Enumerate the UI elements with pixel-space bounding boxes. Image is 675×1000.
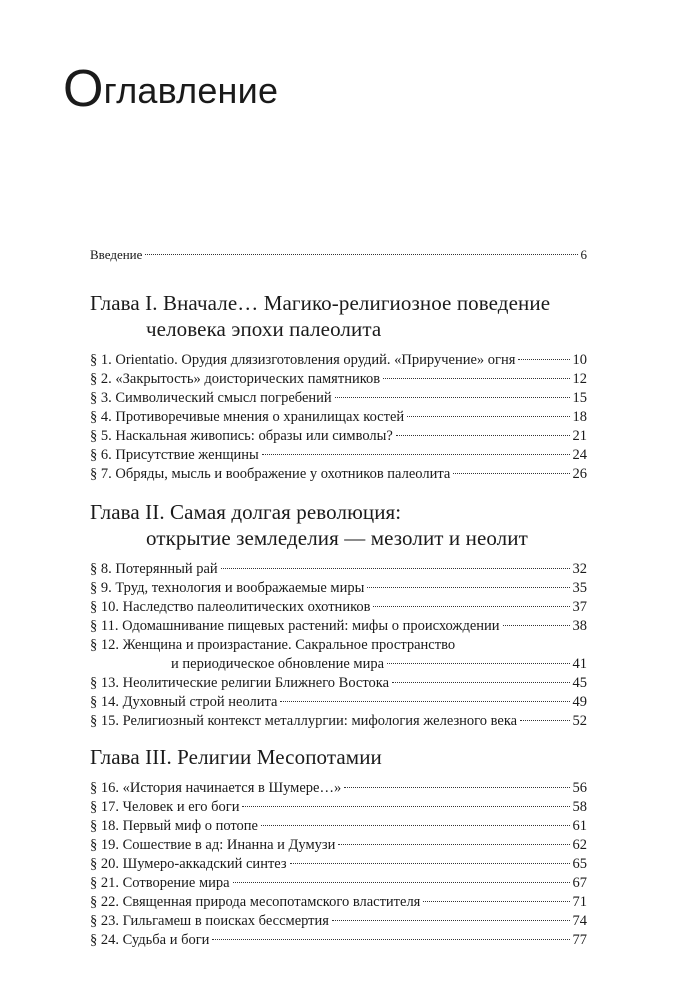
toc-entry-page: 67 xyxy=(572,875,587,891)
dot-leader xyxy=(367,587,569,588)
dot-leader xyxy=(261,825,570,826)
toc-entry-page: 26 xyxy=(572,466,587,482)
toc-entry-label: § 17. Человек и его боги xyxy=(90,799,240,815)
toc-entry-page: 62 xyxy=(572,837,587,853)
toc-entry[interactable] xyxy=(90,408,587,426)
toc-entry-page: 61 xyxy=(572,818,587,834)
toc-entry-label: Введение xyxy=(90,247,143,262)
toc-entry-label: § 13. Неолитические религии Ближнего Востока xyxy=(90,675,390,691)
dot-leader xyxy=(373,606,569,607)
chapter-1-title: Глава I. Вначале… Магико-религиозное поведение xyxy=(90,291,551,315)
chapter-2-subtitle: открытие земледелия — мезолит и неолит xyxy=(146,526,528,550)
toc-entry-label: § 1. Orientatio. Орудия длязизготовления орудий. «Приручение» огня xyxy=(90,352,516,368)
toc-entry-page: 21 xyxy=(572,428,587,444)
dot-leader xyxy=(387,663,569,664)
toc-entry-page: 71 xyxy=(572,894,587,910)
dot-leader xyxy=(221,568,570,569)
toc-entry-intro[interactable] xyxy=(90,246,587,264)
toc-entry[interactable] xyxy=(90,617,587,635)
toc-entry-page: 35 xyxy=(572,580,587,596)
toc-entry[interactable] xyxy=(90,817,587,835)
toc-entry-label: § 15. Религиозный контекст металлургии: мифология железного века xyxy=(90,713,518,729)
toc-entry[interactable] xyxy=(90,912,587,930)
toc-entry-label: § 22. Священная природа месопотамского властителя xyxy=(90,894,421,910)
dot-leader xyxy=(520,720,569,721)
toc-entry-page: 10 xyxy=(572,352,587,368)
dot-leader xyxy=(233,882,570,883)
toc-entry-page: 6 xyxy=(580,247,587,262)
toc-entry[interactable] xyxy=(90,712,587,730)
toc-entry[interactable] xyxy=(90,389,587,407)
toc-entry[interactable] xyxy=(90,874,587,892)
title-rest: главление xyxy=(103,70,279,111)
toc-entry-page: 77 xyxy=(572,932,587,948)
chapter-1-subtitle: человека эпохи палеолита xyxy=(146,317,382,341)
toc-entry-label: § 8. Потерянный рай xyxy=(90,561,218,577)
toc-entry[interactable] xyxy=(90,779,587,797)
toc-entry-label: § 16. «История начинается в Шумере…» xyxy=(90,780,342,796)
toc-entry[interactable] xyxy=(90,798,587,816)
toc-entry-label: § 20. Шумеро-аккадский синтез xyxy=(90,856,287,872)
toc-entry-page: 45 xyxy=(572,675,587,691)
toc-entry-page: 65 xyxy=(572,856,587,872)
dot-leader xyxy=(280,701,569,702)
toc-entry[interactable] xyxy=(90,674,587,692)
dot-leader xyxy=(290,863,570,864)
dot-leader xyxy=(332,920,570,921)
toc-entry[interactable] xyxy=(90,560,587,578)
dot-leader xyxy=(503,625,570,626)
dot-leader xyxy=(338,844,569,845)
dot-leader xyxy=(242,806,569,807)
toc-entry[interactable] xyxy=(90,836,587,854)
toc-entry-page: 32 xyxy=(572,561,587,577)
toc-entry-label: § 12. Женщина и произрастание. Сакральное пространство xyxy=(90,637,456,653)
toc-entry-page: 49 xyxy=(572,694,587,710)
toc-entry-page: 58 xyxy=(572,799,587,815)
toc-entry-label: § 9. Труд, технология и воображаемые миры xyxy=(90,580,365,596)
title-initial: О xyxy=(63,60,104,118)
toc-entry-label: § 19. Сошествие в ад: Инанна и Думузи xyxy=(90,837,336,853)
toc-entry-label: § 10. Наследство палеолитических охотников xyxy=(90,599,371,615)
dot-leader xyxy=(392,682,569,683)
toc-entry-label: § 11. Одомашнивание пищевых растений: мифы о происхождении xyxy=(90,618,500,634)
dot-leader xyxy=(383,378,569,379)
toc-entry[interactable] xyxy=(90,931,587,949)
toc-entry-page: 56 xyxy=(572,780,587,796)
dot-leader xyxy=(407,416,569,417)
dot-leader xyxy=(518,359,569,360)
toc-entry-page: 12 xyxy=(572,371,587,387)
toc-entry-page: 18 xyxy=(572,409,587,425)
toc-entry[interactable] xyxy=(90,465,587,483)
toc-entry-page: 38 xyxy=(572,618,587,634)
dot-leader xyxy=(344,787,569,788)
toc-entry-label: § 3. Символический смысл погребений xyxy=(90,390,332,406)
toc-entry-label: и периодическое обновление мира xyxy=(171,656,385,672)
toc-entry-label: § 23. Гильгамеш в поисках бессмертия xyxy=(90,913,329,929)
toc-entry-label: § 2. «Закрытость» доисторических памятников xyxy=(90,371,381,387)
toc-entry[interactable] xyxy=(90,446,587,464)
toc-entry-label: § 18. Первый миф о потопе xyxy=(90,818,258,834)
toc-entry[interactable] xyxy=(90,598,587,616)
chapter-2-title: Глава II. Самая долгая революция: xyxy=(90,500,402,524)
dot-leader xyxy=(453,473,569,474)
toc-entry[interactable] xyxy=(90,427,587,445)
toc-entry-label: § 7. Обряды, мысль и воображение у охотников палеолита xyxy=(90,466,451,482)
toc-entry-page: 15 xyxy=(572,390,587,406)
toc-entry[interactable] xyxy=(90,693,587,711)
toc-entry-label: § 4. Противоречивые мнения о хранилищах костей xyxy=(90,409,405,425)
chapter-3-title: Глава III. Религии Месопотамии xyxy=(90,745,382,769)
toc-entry-page: 52 xyxy=(572,713,587,729)
toc-entry-label: § 5. Наскальная живопись: образы или символы? xyxy=(90,428,393,444)
toc-entry-label: § 14. Духовный строй неолита xyxy=(90,694,278,710)
dot-leader xyxy=(262,454,570,455)
toc-entry-page: 74 xyxy=(572,913,587,929)
dot-leader xyxy=(423,901,569,902)
toc-entry-page: 24 xyxy=(572,447,587,463)
toc-entry-label: § 6. Присутствие женщины xyxy=(90,447,259,463)
toc-entry[interactable] xyxy=(90,893,587,911)
toc-entry-page: 37 xyxy=(572,599,587,615)
toc-entry-label: § 24. Судьба и боги xyxy=(90,932,210,948)
toc-entry-label: § 21. Сотворение мира xyxy=(90,875,230,891)
dot-leader xyxy=(145,254,577,255)
toc-entry-first-line[interactable] xyxy=(90,636,587,654)
dot-leader xyxy=(212,939,569,940)
toc-entry-page: 41 xyxy=(572,656,587,672)
toc-entry[interactable] xyxy=(90,579,587,597)
toc-entry[interactable] xyxy=(90,855,587,873)
toc-entry[interactable] xyxy=(90,351,587,369)
toc-entry-continuation[interactable] xyxy=(171,655,587,673)
toc-entry[interactable] xyxy=(90,370,587,388)
dot-leader xyxy=(335,397,570,398)
dot-leader xyxy=(396,435,570,436)
